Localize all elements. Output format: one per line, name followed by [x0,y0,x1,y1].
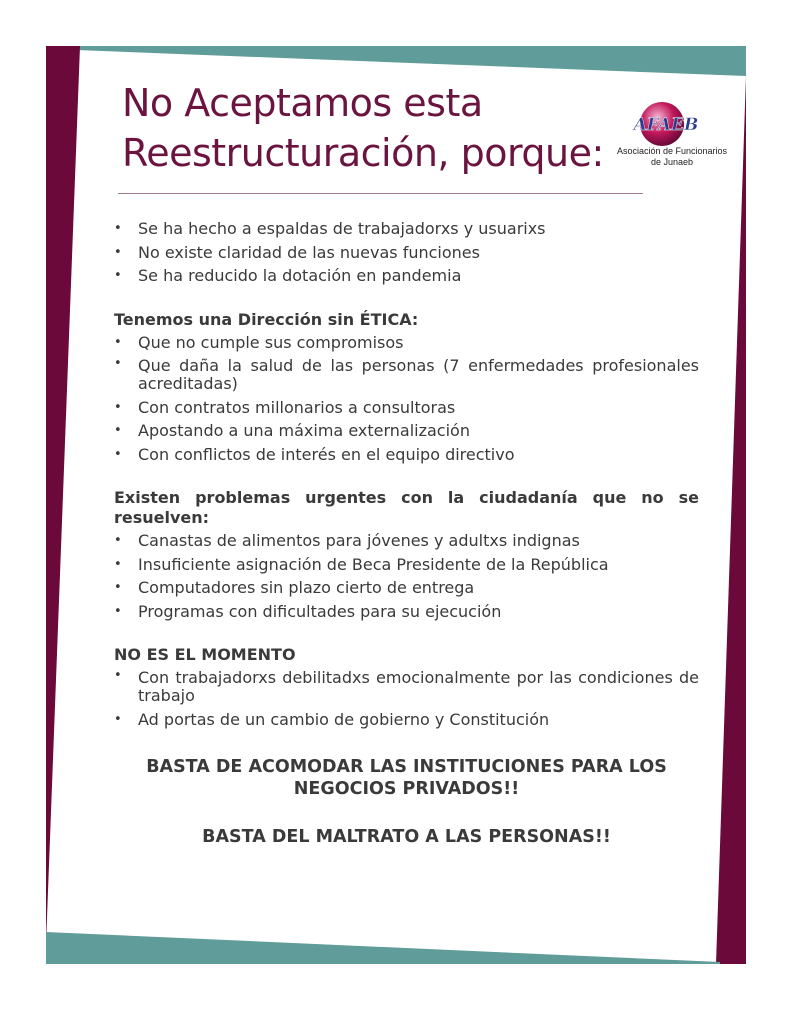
list-item: • No existe claridad de las nuevas funciones [114,242,699,264]
document-body [114,218,699,848]
closing-statement-2: BASTA DEL MALTRATO A LAS PERSONAS!! [202,827,611,847]
closing-statement-1 [114,756,699,800]
problemas-list [114,530,699,623]
list-item: • Se ha hecho a espaldas de trabajadorxs y usuarixs [114,218,699,240]
logo-mark: AFAEB [633,115,699,135]
list-item: • Que no cumple sus compromisos [114,332,699,354]
afaeb-logo [610,98,730,178]
section-heading-etica: Tenemos una Dirección sin ÉTICA: [114,309,419,329]
closing-line-1a: BASTA DE ACOMODAR LAS INSTITUCIONES PARA LOS [146,757,667,777]
list-item: • Ad portas de un cambio de gobierno y Constitución [114,709,699,731]
section-heading-momento: NO ES EL MOMENTO [114,645,296,664]
closing-line-1b: NEGOCIOS PRIVADOS!! [293,779,520,799]
logo-caption-2: de Junaeb [650,157,694,167]
title-divider [118,193,643,194]
list-item: • Con trabajadorxs debilitadxs emocionalmente por las condiciones de trabajo [114,667,699,707]
intro-list [114,218,699,287]
list-item: • Con contratos millonarios a consultoras [114,397,699,419]
logo-caption-1: Asociación de Funcionarios [616,146,728,156]
list-item: • Programas con dificultades para su ejecución [114,601,699,623]
title-line-2: Reestructuración, porque: [122,131,604,175]
list-item: • Computadores sin plazo cierto de entrega [114,577,699,599]
list-item: • Insuficiente asignación de Beca Presidente de la República [114,554,699,576]
etica-list [114,332,699,466]
list-item: • Apostando a una máxima externalización [114,420,699,442]
list-item: • Se ha reducido la dotación en pandemia [114,265,699,287]
list-item: • Que daña la salud de las personas (7 enfermedades profesionales acreditadas) [114,355,699,395]
section-heading-problemas: Existen problemas urgentes con la ciudadanía que no se resuelven: [114,488,699,527]
list-item: • Con conflictos de interés en el equipo directivo [114,444,699,466]
list-item: • Canastas de alimentos para jóvenes y adultxs indignas [114,530,699,552]
momento-list [114,667,699,731]
title-line-1: No Aceptamos esta [122,81,483,125]
page-title [122,78,622,178]
